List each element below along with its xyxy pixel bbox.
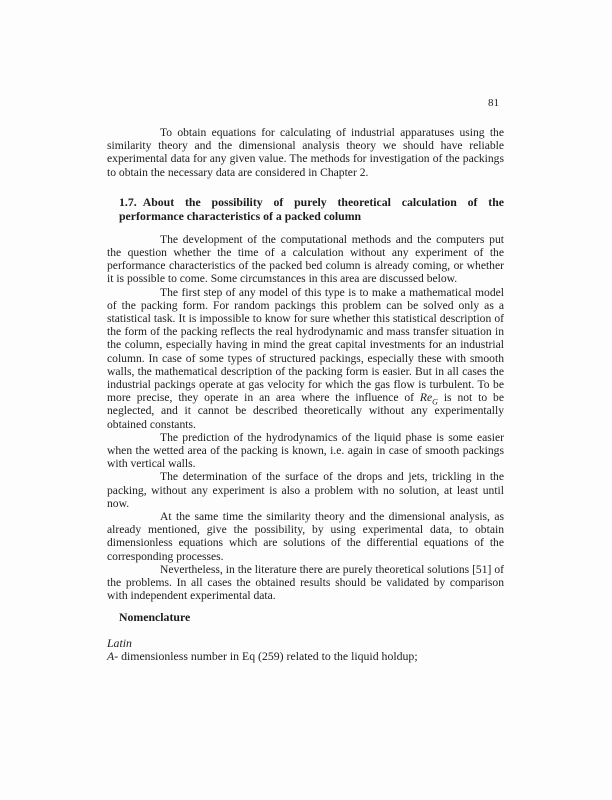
paragraph-development: The development of the computational methods and the computers put the question whether the time of a calculation without any experiment of the performance characteristics of the packed bed column is already coming, or whether it is possible to come. Some circumstances in this area are discussed below.: [107, 232, 504, 286]
entry-symbol: A: [107, 648, 115, 663]
paragraph-first-step: [107, 286, 504, 431]
entry-text: - dimensionless number in Eq (259) related to the liquid holdup;: [114, 648, 418, 663]
page-content: [107, 97, 504, 663]
reynolds-subscript: G: [432, 397, 438, 407]
nomenclature-heading: Nomenclature: [119, 609, 191, 624]
text-run-before: The first step of any model of this type is to make a mathematical model of the packing form. For random packings this problem can be solved only as a statistical task. It is impossible to know for sure whether this statistical description of the form of the packing reflects the real hydrodynamic and mass transfer situation in the column, especially having in mind the great capital investments for an industrial column. In case of some types of structured packings, especially these with smooth walls, the mathematical description of the packing form is easier. But in all cases the industrial packings operate at gas velocity for which the gas flow is turbulent. To be more precise, they operate in an area where the influence of: [107, 285, 504, 405]
paragraph-intro: To obtain equations for calculating of industrial apparatuses using the similarity theory and the dimensional analysis theory we should have reliable experimental data for any given value. The methods for investigation of the packings to obtain the necessary data are considered in Chapter 2.: [107, 126, 504, 179]
reynolds-symbol: Re: [419, 391, 433, 405]
page-number: 81: [488, 97, 499, 109]
paragraph-determination: The determination of the surface of the drops and jets, trickling in the packing, without any experiment is also a problem with no solution, at least until now.: [107, 470, 504, 510]
section-number: 1.7.: [119, 194, 137, 209]
nomenclature-entry: [107, 650, 504, 663]
text-run-after: is not to be neglected, and it cannot be described theoretically without any experimentally obtained constants.: [107, 391, 504, 431]
latin-subheading: Latin: [107, 635, 132, 650]
section-heading: [107, 195, 504, 224]
paragraph-nevertheless: Nevertheless, in the literature there are purely theoretical solutions [51] of the problems. In all cases the obtained results should be validated by comparison with independent experimental data.: [107, 562, 504, 603]
paragraph-prediction: The prediction of the hydrodynamics of the liquid phase is some easier when the wetted area of the packing is known, i.e. again in case of smooth packings with vertical walls.: [107, 430, 504, 471]
section-title: About the possibility of purely theoretical calculation of the performance characteristics of a packed column: [119, 194, 504, 224]
paragraph-same-time: At the same time the similarity theory and the dimensional analysis, as already mentioned, give the possibility, by using experimental data, to obtain dimensionless equations which are solutions of the differential equations of the corresponding processes.: [107, 510, 504, 563]
